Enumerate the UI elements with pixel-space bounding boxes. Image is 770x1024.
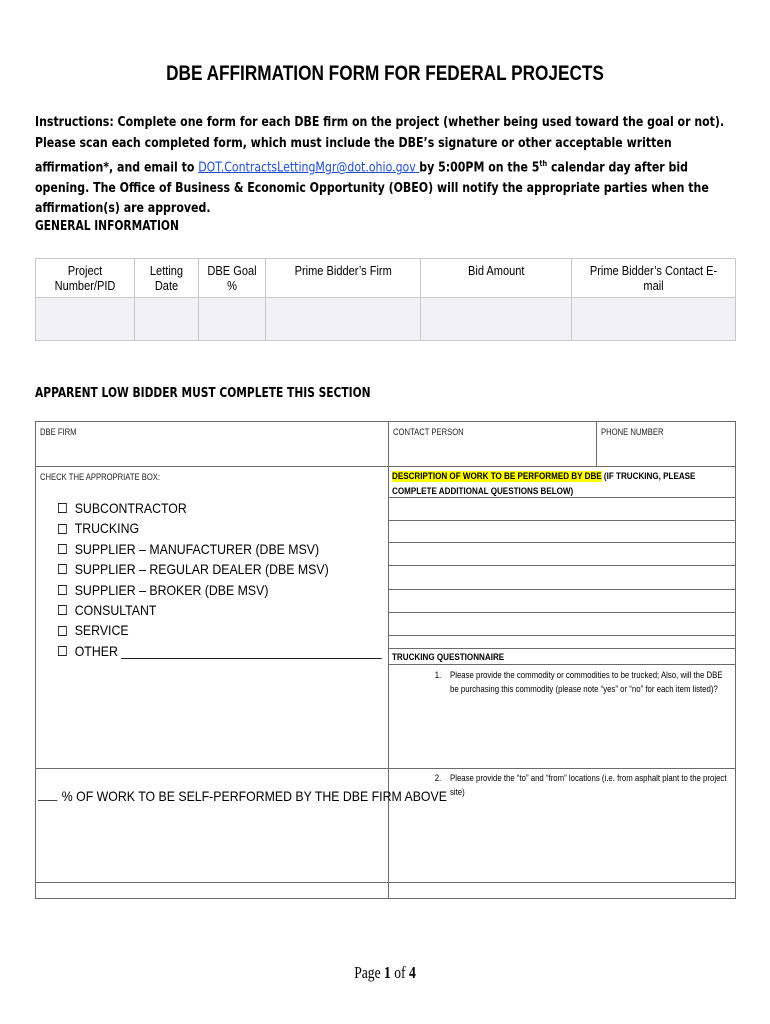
instructions xyxy=(35,113,736,220)
checkbox-icon[interactable] xyxy=(58,564,67,574)
checkbox-icon[interactable] xyxy=(58,626,67,636)
option-supplier-regular-dealer[interactable]: SUPPLIER – REGULAR DEALER (DBE MSV) xyxy=(58,559,382,579)
letting-date-field[interactable] xyxy=(135,298,199,341)
project-number-field[interactable] xyxy=(36,298,135,341)
col-prime-contact-email: Prime Bidder’s Contact E-mail xyxy=(572,259,736,298)
bid-amount-field[interactable] xyxy=(421,298,572,341)
row-divider-bottom xyxy=(35,882,735,883)
checkbox-icon[interactable] xyxy=(58,544,67,554)
col-project-number: Project Number/PID xyxy=(36,259,135,298)
phone-number-label: PHONE NUMBER xyxy=(601,427,664,437)
checkbox-icon[interactable] xyxy=(58,524,67,534)
general-info-table xyxy=(35,258,736,341)
form-title: DBE AFFIRMATION FORM FOR FEDERAL PROJECTS xyxy=(166,62,604,85)
instructions-part3: calendar day after bid opening. The Office of Business & Economic Opportunity (OBEO) will notify the appropriate parties when the affirmation(s) are approved. xyxy=(35,160,709,217)
trucking-questionnaire-heading: TRUCKING QUESTIONNAIRE xyxy=(392,652,505,663)
work-description-field[interactable] xyxy=(389,498,734,648)
instructions-part1: Instructions: Complete one form for each DBE firm on the project (whether being used toward the goal or not). Please scan each completed form, which must include the DBE’s signature or other acceptable written affirmation*, and email to xyxy=(35,115,725,176)
page-footer: Page 1 of 4 xyxy=(354,963,416,982)
row-divider-right xyxy=(388,768,735,769)
option-subcontractor[interactable]: SUBCONTRACTOR xyxy=(58,498,382,518)
instructions-part2: by 5:00PM on the 5 xyxy=(419,160,540,176)
instructions-superscript: th xyxy=(539,159,548,168)
col-prime-bidder-firm: Prime Bidder’s Firm xyxy=(266,259,421,298)
checkbox-icon[interactable] xyxy=(58,646,67,656)
checkbox-icon[interactable] xyxy=(58,503,67,513)
option-supplier-broker[interactable]: SUPPLIER – BROKER (DBE MSV) xyxy=(58,580,382,600)
trucking-question-1: 1. Please provide the commodity or commodities to be trucked; Also, will the DBE be purchasing this commodity (please note “yes” or “no” for each item listed)? xyxy=(434,670,723,694)
self-performed-percent: % OF WORK TO BE SELF-PERFORMED BY THE DBE FIRM ABOVE xyxy=(38,788,447,804)
low-bidder-heading: APPARENT LOW BIDDER MUST COMPLETE THIS SECTION xyxy=(35,386,371,401)
checkbox-icon[interactable] xyxy=(58,605,67,615)
check-box-label: CHECK THE APPROPRIATE BOX: xyxy=(40,472,161,482)
description-rest: (IF TRUCKING, PLEASE COMPLETE ADDITIONAL QUESTIONS BELOW) xyxy=(392,471,696,497)
checkbox-icon[interactable] xyxy=(58,585,67,595)
trucking-question-2: 2. Please provide the “to” and “from” locations (i.e. from asphalt plant to the project site) xyxy=(434,773,727,797)
general-info-header-row xyxy=(36,259,736,298)
description-highlight: DESCRIPTION OF WORK TO BE PERFORMED BY DBE xyxy=(392,471,602,482)
col-bid-amount: Bid Amount xyxy=(421,259,572,298)
prime-bidder-firm-field[interactable] xyxy=(266,298,421,341)
option-other[interactable]: OTHER ______________________________________ xyxy=(58,641,382,661)
prime-contact-email-field[interactable] xyxy=(572,298,736,341)
description-label xyxy=(392,469,732,499)
col-dbe-goal: DBE Goal % xyxy=(199,259,266,298)
contact-person-label: CONTACT PERSON xyxy=(393,427,464,437)
option-service[interactable]: SERVICE xyxy=(58,620,382,640)
general-info-heading: GENERAL INFORMATION xyxy=(35,219,179,234)
dbe-firm-label: DBE FIRM xyxy=(40,427,77,437)
option-trucking[interactable]: TRUCKING xyxy=(58,518,382,538)
trucking-divider xyxy=(388,664,735,665)
dbe-firm-field[interactable] xyxy=(36,440,387,465)
option-consultant[interactable]: CONSULTANT xyxy=(58,600,382,620)
phone-number-field[interactable] xyxy=(597,440,734,465)
contact-person-field[interactable] xyxy=(389,440,595,465)
row-divider-1 xyxy=(35,466,735,467)
contracts-email-link[interactable]: DOT.ContractsLettingMgr@dot.ohio.gov xyxy=(198,160,420,176)
desc-line-8 xyxy=(388,648,735,649)
general-info-input-row xyxy=(36,298,736,341)
option-supplier-manufacturer[interactable]: SUPPLIER – MANUFACTURER (DBE MSV) xyxy=(58,539,382,559)
dbe-goal-field[interactable] xyxy=(199,298,266,341)
percent-field[interactable] xyxy=(38,800,57,801)
column-divider xyxy=(388,421,389,898)
row-divider-left xyxy=(35,768,389,769)
work-type-options xyxy=(58,498,382,661)
col-letting-date: Letting Date xyxy=(135,259,199,298)
